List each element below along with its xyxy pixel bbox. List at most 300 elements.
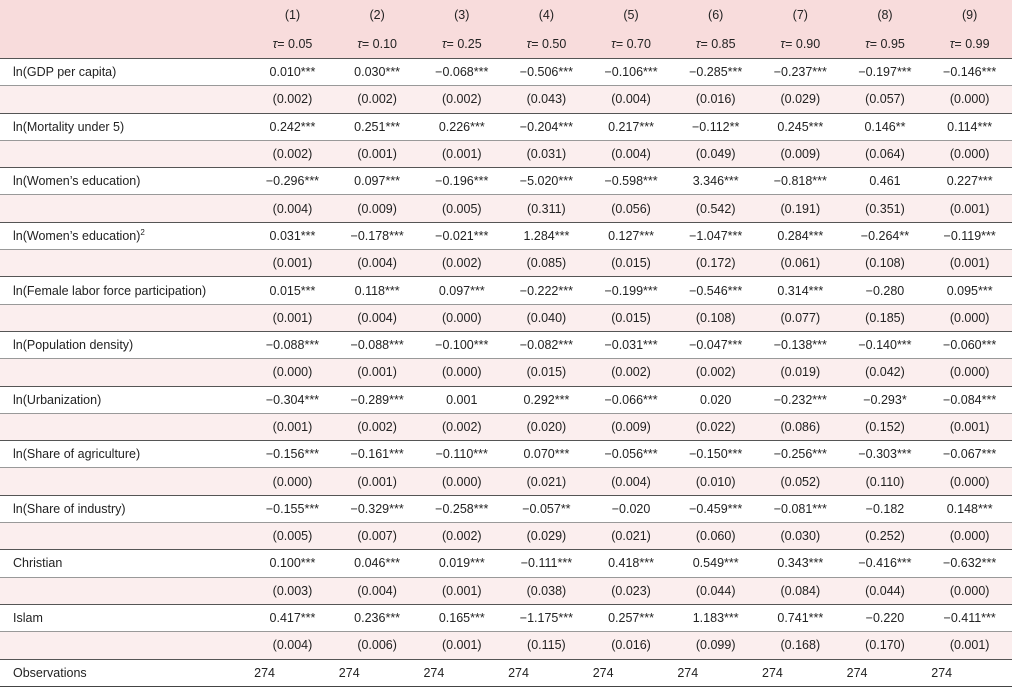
coefficient-cell: 0.417***: [250, 604, 335, 631]
table-row-observations: [0, 659, 1012, 686]
tau-value: = 0.95: [869, 36, 905, 51]
standard-error-cell: (0.002): [335, 86, 420, 113]
coefficient-cell: 0.549***: [673, 550, 758, 577]
variable-label-text: ln(Urbanization): [13, 392, 102, 407]
table-row-coefficients: [0, 222, 1012, 249]
coefficient-cell: −0.031***: [589, 331, 674, 358]
standard-error-cell: (0.001): [927, 632, 1012, 659]
standard-error-cell: (0.002): [419, 86, 504, 113]
variable-label: [0, 331, 250, 358]
observations-cell: 274: [504, 659, 589, 686]
standard-error-cell: (0.001): [335, 468, 420, 495]
standard-error-cell: (0.052): [758, 468, 843, 495]
coefficient-cell: 0.292***: [504, 386, 589, 413]
variable-label: [0, 604, 250, 631]
standard-error-cell: (0.009): [758, 140, 843, 167]
standard-error-cell: (0.044): [673, 577, 758, 604]
coefficient-cell: 0.030***: [335, 59, 420, 86]
coefficient-cell: 0.217***: [589, 113, 674, 140]
coefficient-cell: −0.222***: [504, 277, 589, 304]
header-corner-2: [0, 29, 250, 59]
table-row-standard-errors: [0, 140, 1012, 167]
standard-error-cell: (0.001): [419, 577, 504, 604]
standard-error-cell: (0.172): [673, 250, 758, 277]
standard-error-cell: (0.002): [335, 413, 420, 440]
coefficient-cell: −0.459***: [673, 495, 758, 522]
coefficient-cell: −0.598***: [589, 168, 674, 195]
tau-symbol: τ: [695, 36, 701, 51]
coefficient-cell: 0.343***: [758, 550, 843, 577]
standard-error-cell: (0.311): [504, 195, 589, 222]
standard-error-cell: (0.022): [673, 413, 758, 440]
variable-label-text: ln(Female labor force participation): [13, 283, 207, 298]
coefficient-cell: 0.146**: [843, 113, 928, 140]
standard-error-cell: (0.042): [843, 359, 928, 386]
tau-value: = 0.85: [700, 36, 736, 51]
coefficient-cell: −0.146***: [927, 59, 1012, 86]
coefficient-cell: −0.416***: [843, 550, 928, 577]
variable-label: [0, 550, 250, 577]
standard-error-cell: (0.084): [758, 577, 843, 604]
coefficient-cell: −0.264**: [843, 222, 928, 249]
tau-symbol: τ: [526, 36, 532, 51]
coefficient-cell: 0.118***: [335, 277, 420, 304]
table-row-standard-errors: [0, 523, 1012, 550]
table-row-coefficients: [0, 495, 1012, 522]
coefficient-cell: −0.056***: [589, 441, 674, 468]
quantile-header: [673, 29, 758, 59]
coefficient-cell: −0.110***: [419, 441, 504, 468]
standard-error-cell: (0.086): [758, 413, 843, 440]
standard-error-cell: (0.002): [589, 359, 674, 386]
coefficient-cell: 0.070***: [504, 441, 589, 468]
coefficient-cell: −0.138***: [758, 331, 843, 358]
coefficient-cell: −0.285***: [673, 59, 758, 86]
variable-label: [0, 441, 250, 468]
variable-label-text: ln(Mortality under 5): [13, 119, 125, 134]
variable-label: [0, 113, 250, 140]
coefficient-cell: −0.506***: [504, 59, 589, 86]
standard-error-cell: (0.000): [419, 468, 504, 495]
standard-error-cell: (0.000): [927, 359, 1012, 386]
coefficient-cell: −0.196***: [419, 168, 504, 195]
standard-error-cell: (0.099): [673, 632, 758, 659]
coefficient-cell: 0.741***: [758, 604, 843, 631]
quantile-header: [250, 29, 335, 59]
standard-error-cell: (0.002): [673, 359, 758, 386]
tau-symbol: τ: [949, 36, 955, 51]
standard-error-cell: (0.000): [927, 577, 1012, 604]
standard-error-cell: (0.085): [504, 250, 589, 277]
coefficient-cell: −0.081***: [758, 495, 843, 522]
standard-error-cell: (0.115): [504, 632, 589, 659]
tau-value: = 0.50: [531, 36, 567, 51]
coefficient-cell: −0.020: [589, 495, 674, 522]
coefficient-cell: −0.057**: [504, 495, 589, 522]
table-row-standard-errors: [0, 468, 1012, 495]
blank-label-cell: [0, 577, 250, 604]
standard-error-cell: (0.152): [843, 413, 928, 440]
coefficient-cell: −0.280: [843, 277, 928, 304]
standard-error-cell: (0.020): [504, 413, 589, 440]
variable-label: [0, 495, 250, 522]
standard-error-cell: (0.007): [335, 523, 420, 550]
standard-error-cell: (0.049): [673, 140, 758, 167]
standard-error-cell: (0.351): [843, 195, 928, 222]
table-body: [0, 59, 1012, 687]
coefficient-cell: 0.245***: [758, 113, 843, 140]
blank-label-cell: [0, 359, 250, 386]
coefficient-cell: −0.632***: [927, 550, 1012, 577]
coefficient-cell: −0.199***: [589, 277, 674, 304]
blank-label-cell: [0, 468, 250, 495]
column-number-header: (3): [454, 7, 470, 22]
coefficient-cell: −0.411***: [927, 604, 1012, 631]
tau-symbol: τ: [611, 36, 616, 51]
coefficient-cell: 0.097***: [335, 168, 420, 195]
coefficient-cell: −0.088***: [335, 331, 420, 358]
standard-error-cell: (0.001): [335, 359, 420, 386]
coefficient-cell: 0.015***: [250, 277, 335, 304]
coefficient-cell: −0.021***: [419, 222, 504, 249]
standard-error-cell: (0.029): [758, 86, 843, 113]
observations-label: Observations: [0, 659, 250, 686]
blank-label-cell: [0, 250, 250, 277]
column-number-header: (5): [623, 7, 639, 22]
coefficient-cell: −0.237***: [758, 59, 843, 86]
coefficient-cell: 0.148***: [927, 495, 1012, 522]
coefficient-cell: 0.461: [843, 168, 928, 195]
standard-error-cell: (0.044): [843, 577, 928, 604]
standard-error-cell: (0.001): [419, 632, 504, 659]
standard-error-cell: (0.006): [335, 632, 420, 659]
variable-label-text: Christian: [13, 556, 63, 571]
standard-error-cell: (0.002): [419, 523, 504, 550]
coefficient-cell: −0.119***: [927, 222, 1012, 249]
standard-error-cell: (0.004): [250, 632, 335, 659]
standard-error-cell: (0.001): [250, 304, 335, 331]
standard-error-cell: (0.004): [589, 86, 674, 113]
observations-cell: 274: [927, 659, 1012, 686]
standard-error-cell: (0.002): [419, 413, 504, 440]
standard-error-cell: (0.004): [250, 195, 335, 222]
standard-error-cell: (0.060): [673, 523, 758, 550]
standard-error-cell: (0.003): [250, 577, 335, 604]
coefficient-cell: 0.019***: [419, 550, 504, 577]
table-row-standard-errors: [0, 577, 1012, 604]
coefficient-cell: −0.100***: [419, 331, 504, 358]
coefficient-cell: −0.197***: [843, 59, 928, 86]
table-row-standard-errors: [0, 413, 1012, 440]
coefficient-cell: 1.183***: [673, 604, 758, 631]
blank-label-cell: [0, 140, 250, 167]
tau-symbol: τ: [272, 36, 278, 51]
column-number-header: (7): [792, 7, 808, 22]
variable-label-text: ln(GDP per capita): [13, 65, 117, 80]
coefficient-cell: 1.284***: [504, 222, 589, 249]
blank-label-cell: [0, 86, 250, 113]
blank-label-cell: [0, 195, 250, 222]
coefficient-cell: 0.314***: [758, 277, 843, 304]
standard-error-cell: (0.002): [250, 140, 335, 167]
quantile-header: [335, 29, 420, 59]
coefficient-cell: −0.155***: [250, 495, 335, 522]
standard-error-cell: (0.004): [335, 304, 420, 331]
coefficient-cell: 0.114***: [927, 113, 1012, 140]
table-row-standard-errors: [0, 304, 1012, 331]
standard-error-cell: (0.010): [673, 468, 758, 495]
standard-error-cell: (0.015): [589, 304, 674, 331]
standard-error-cell: (0.021): [504, 468, 589, 495]
variable-label-text: ln(Share of agriculture): [13, 447, 141, 462]
coefficient-cell: −0.232***: [758, 386, 843, 413]
standard-error-cell: (0.110): [843, 468, 928, 495]
coefficient-cell: −0.111***: [504, 550, 589, 577]
coefficient-cell: −0.066***: [589, 386, 674, 413]
standard-error-cell: (0.185): [843, 304, 928, 331]
variable-label-text: ln(Share of industry): [13, 501, 126, 516]
coefficient-cell: 0.236***: [335, 604, 420, 631]
coefficient-cell: −0.068***: [419, 59, 504, 86]
coefficient-cell: −0.060***: [927, 331, 1012, 358]
coefficient-cell: −1.175***: [504, 604, 589, 631]
coefficient-cell: 3.346***: [673, 168, 758, 195]
coefficient-cell: −0.088***: [250, 331, 335, 358]
variable-label-text: ln(Population density): [13, 338, 134, 353]
standard-error-cell: (0.000): [419, 304, 504, 331]
coefficient-cell: −1.047***: [673, 222, 758, 249]
variable-label-text: Islam: [13, 611, 43, 626]
column-number-header: (9): [962, 7, 978, 22]
standard-error-cell: (0.000): [927, 304, 1012, 331]
standard-error-cell: (0.009): [589, 413, 674, 440]
standard-error-cell: (0.108): [843, 250, 928, 277]
coefficient-cell: −0.156***: [250, 441, 335, 468]
coefficient-cell: −0.289***: [335, 386, 420, 413]
coefficient-cell: 0.001: [419, 386, 504, 413]
coefficient-cell: −0.150***: [673, 441, 758, 468]
standard-error-cell: (0.030): [758, 523, 843, 550]
coefficient-cell: 0.095***: [927, 277, 1012, 304]
standard-error-cell: (0.001): [419, 140, 504, 167]
observations-cell: 274: [419, 659, 504, 686]
coefficient-cell: 0.127***: [589, 222, 674, 249]
standard-error-cell: (0.005): [419, 195, 504, 222]
tau-value: = 0.05: [277, 36, 313, 51]
standard-error-cell: (0.004): [589, 468, 674, 495]
coefficient-cell: −5.020***: [504, 168, 589, 195]
table-row-coefficients: [0, 277, 1012, 304]
standard-error-cell: (0.005): [250, 523, 335, 550]
quantile-header: [419, 29, 504, 59]
coefficient-cell: 0.418***: [589, 550, 674, 577]
column-number-header: (8): [877, 7, 893, 22]
coefficient-cell: 0.020: [673, 386, 758, 413]
coefficient-cell: −0.304***: [250, 386, 335, 413]
standard-error-cell: (0.015): [589, 250, 674, 277]
coefficient-cell: 0.284***: [758, 222, 843, 249]
blank-label-cell: [0, 632, 250, 659]
coefficient-cell: −0.258***: [419, 495, 504, 522]
coefficient-cell: −0.546***: [673, 277, 758, 304]
standard-error-cell: (0.252): [843, 523, 928, 550]
observations-cell: 274: [758, 659, 843, 686]
coefficient-cell: −0.220: [843, 604, 928, 631]
standard-error-cell: (0.040): [504, 304, 589, 331]
standard-error-cell: (0.038): [504, 577, 589, 604]
coefficient-cell: −0.082***: [504, 331, 589, 358]
standard-error-cell: (0.057): [843, 86, 928, 113]
variable-label: [0, 277, 250, 304]
standard-error-cell: (0.004): [589, 140, 674, 167]
coefficient-cell: 0.242***: [250, 113, 335, 140]
variable-label: [0, 59, 250, 86]
coefficient-cell: −0.112**: [673, 113, 758, 140]
column-number-header: (2): [369, 7, 385, 22]
table-row-standard-errors: [0, 632, 1012, 659]
table-row-coefficients: [0, 604, 1012, 631]
standard-error-cell: (0.031): [504, 140, 589, 167]
coefficient-cell: −0.256***: [758, 441, 843, 468]
standard-error-cell: (0.016): [673, 86, 758, 113]
tau-symbol: τ: [780, 36, 786, 51]
standard-error-cell: (0.000): [250, 359, 335, 386]
quantile-header: [843, 29, 928, 59]
coefficient-cell: 0.251***: [335, 113, 420, 140]
standard-error-cell: (0.043): [504, 86, 589, 113]
table-row-standard-errors: [0, 86, 1012, 113]
coefficient-cell: 0.031***: [250, 222, 335, 249]
column-number-header: (4): [538, 7, 555, 22]
coefficient-cell: −0.818***: [758, 168, 843, 195]
coefficient-cell: 0.097***: [419, 277, 504, 304]
table-row-coefficients: [0, 441, 1012, 468]
standard-error-cell: (0.056): [589, 195, 674, 222]
coefficient-cell: 0.257***: [589, 604, 674, 631]
coefficient-cell: −0.178***: [335, 222, 420, 249]
standard-error-cell: (0.004): [335, 250, 420, 277]
standard-error-cell: (0.000): [927, 86, 1012, 113]
quantile-header: [758, 29, 843, 59]
standard-error-cell: (0.019): [758, 359, 843, 386]
coefficient-cell: −0.161***: [335, 441, 420, 468]
standard-error-cell: (0.170): [843, 632, 928, 659]
table-row-coefficients: [0, 168, 1012, 195]
standard-error-cell: (0.061): [758, 250, 843, 277]
standard-error-cell: (0.077): [758, 304, 843, 331]
table-row-coefficients: [0, 550, 1012, 577]
coefficient-cell: 0.227***: [927, 168, 1012, 195]
coefficient-cell: −0.293*: [843, 386, 928, 413]
standard-error-cell: (0.542): [673, 195, 758, 222]
coefficient-cell: 0.100***: [250, 550, 335, 577]
standard-error-cell: (0.001): [927, 413, 1012, 440]
coefficient-cell: −0.329***: [335, 495, 420, 522]
observations-cell: 274: [250, 659, 335, 686]
variable-label-text: ln(Women’s education): [13, 229, 141, 244]
standard-error-cell: (0.001): [335, 140, 420, 167]
standard-error-cell: (0.023): [589, 577, 674, 604]
quantile-header: [589, 29, 674, 59]
standard-error-cell: (0.168): [758, 632, 843, 659]
blank-label-cell: [0, 523, 250, 550]
standard-error-cell: (0.000): [419, 359, 504, 386]
blank-label-cell: [0, 304, 250, 331]
standard-error-cell: (0.001): [250, 250, 335, 277]
standard-error-cell: (0.029): [504, 523, 589, 550]
standard-error-cell: (0.000): [927, 140, 1012, 167]
variable-label-text: ln(Women’s education): [13, 174, 141, 189]
table-row-standard-errors: [0, 359, 1012, 386]
tau-symbol: τ: [357, 36, 362, 51]
standard-error-cell: (0.001): [927, 195, 1012, 222]
column-number-header: (1): [284, 7, 301, 22]
table-row-coefficients: [0, 59, 1012, 86]
tau-value: = 0.99: [954, 36, 990, 51]
coefficient-cell: 0.046***: [335, 550, 420, 577]
coefficient-cell: −0.303***: [843, 441, 928, 468]
coefficient-cell: −0.047***: [673, 331, 758, 358]
coefficient-cell: −0.140***: [843, 331, 928, 358]
tau-value: = 0.90: [785, 36, 821, 51]
observations-cell: 274: [843, 659, 928, 686]
standard-error-cell: (0.002): [419, 250, 504, 277]
coefficient-cell: −0.106***: [589, 59, 674, 86]
header-corner: [0, 0, 250, 29]
coefficient-cell: 0.226***: [419, 113, 504, 140]
table-row-standard-errors: [0, 195, 1012, 222]
standard-error-cell: (0.002): [250, 86, 335, 113]
table-row-coefficients: [0, 386, 1012, 413]
coefficient-cell: −0.296***: [250, 168, 335, 195]
column-number-header: (6): [708, 7, 724, 22]
observations-cell: 274: [589, 659, 674, 686]
table-row-standard-errors: [0, 250, 1012, 277]
standard-error-cell: (0.016): [589, 632, 674, 659]
standard-error-cell: (0.001): [927, 250, 1012, 277]
observations-cell: 274: [335, 659, 420, 686]
standard-error-cell: (0.191): [758, 195, 843, 222]
tau-value: = 0.10: [361, 36, 398, 51]
tau-value: = 0.25: [446, 36, 482, 51]
quantile-header: [927, 29, 1012, 59]
variable-label: [0, 168, 250, 195]
coefficient-cell: 0.165***: [419, 604, 504, 631]
coefficient-cell: −0.182: [843, 495, 928, 522]
coefficient-cell: −0.084***: [927, 386, 1012, 413]
standard-error-cell: (0.108): [673, 304, 758, 331]
standard-error-cell: (0.001): [250, 413, 335, 440]
coefficient-cell: −0.067***: [927, 441, 1012, 468]
standard-error-cell: (0.000): [927, 523, 1012, 550]
standard-error-cell: (0.021): [589, 523, 674, 550]
coefficient-cell: −0.204***: [504, 113, 589, 140]
table-header: [0, 0, 1012, 59]
variable-label: [0, 222, 250, 249]
standard-error-cell: (0.009): [335, 195, 420, 222]
standard-error-cell: (0.000): [927, 468, 1012, 495]
blank-label-cell: [0, 413, 250, 440]
variable-label: [0, 386, 250, 413]
variable-label-superscript: 2: [140, 228, 145, 238]
standard-error-cell: (0.015): [504, 359, 589, 386]
observations-cell: 274: [673, 659, 758, 686]
quantile-header: [504, 29, 589, 59]
standard-error-cell: (0.004): [335, 577, 420, 604]
table-row-coefficients: [0, 113, 1012, 140]
tau-value: = 0.70: [615, 36, 651, 51]
coefficient-cell: 0.010***: [250, 59, 335, 86]
